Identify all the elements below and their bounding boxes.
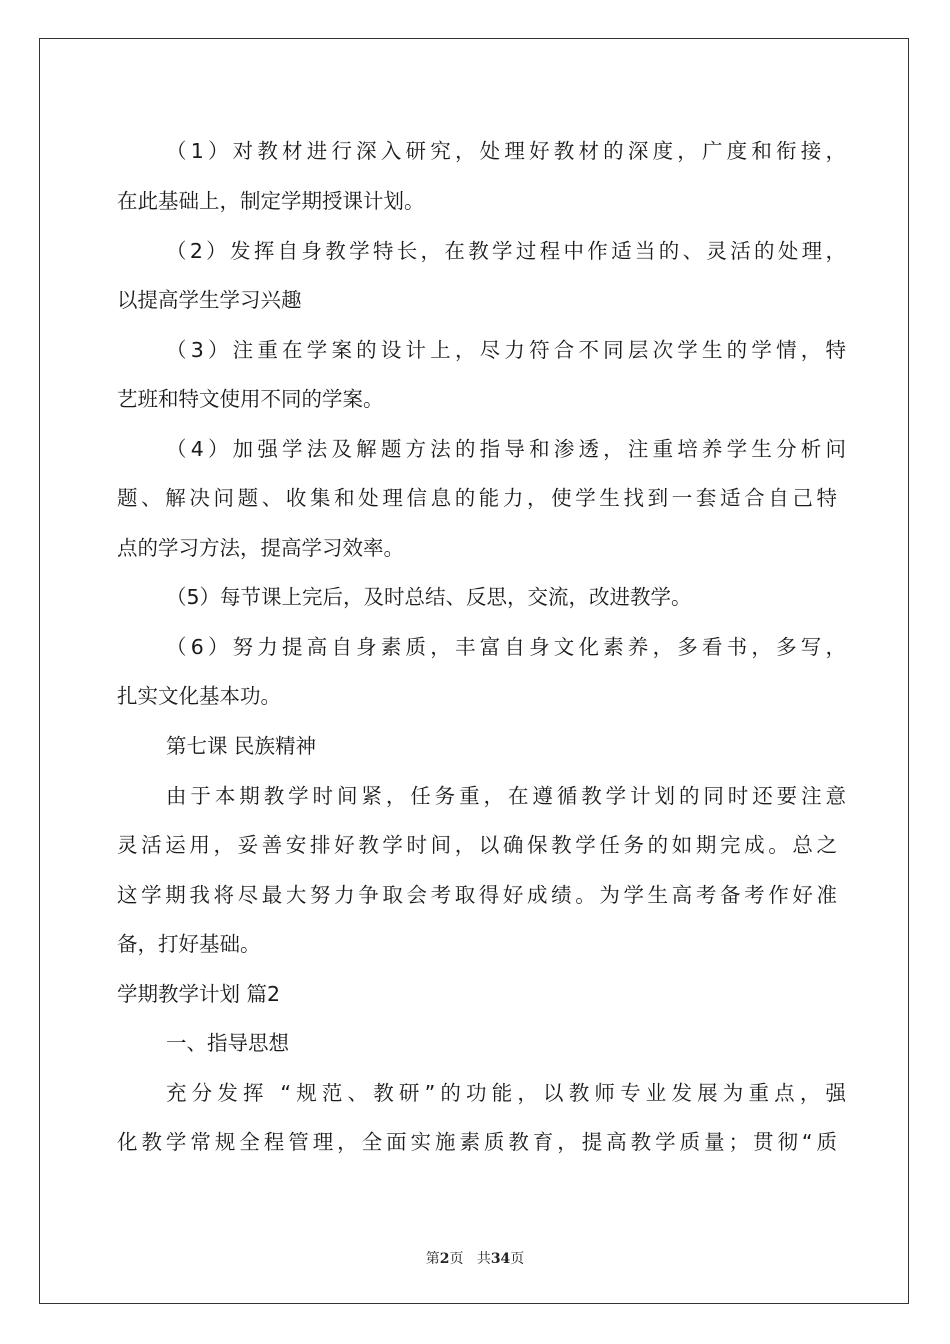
text-line: 这学期我将尽最大努力争取会考取得好成绩。为学生高考备考作好准 xyxy=(117,883,837,907)
total-pages: 34 xyxy=(490,1251,511,1267)
text-line: 扎实文化基本功。 xyxy=(117,684,281,708)
total-suffix: 页 xyxy=(510,1251,525,1267)
text-line: 在此基础上，制定学期授课计划。 xyxy=(117,189,425,213)
page-suffix: 页 xyxy=(449,1251,464,1267)
total-prefix: 共 xyxy=(476,1251,491,1267)
document-title: 学期教学计划 篇2 xyxy=(117,982,281,1006)
text-line: （3）注重在学案的设计上，尽力符合不同层次学生的学情，特 xyxy=(166,338,846,362)
text-line: （4）加强学法及解题方法的指导和渗透，注重培养学生分析问 xyxy=(166,437,846,461)
text-line: 艺班和特文使用不同的学案。 xyxy=(117,387,384,411)
page-footer xyxy=(0,1248,950,1268)
text-line: 点的学习方法，提高学习效率。 xyxy=(117,536,404,560)
text-line: 题、解决问题、收集和处理信息的能力，使学生找到一套适合自己特 xyxy=(117,486,837,510)
text-line: 化教学常规全程管理，全面实施素质教育，提高教学质量；贯彻“质 xyxy=(117,1130,837,1154)
text-line: （6）努力提高自身素质，丰富自身文化素养，多看书，多写， xyxy=(166,635,846,659)
section-heading: 一、指导思想 xyxy=(166,1031,289,1055)
text-line: （5）每节课上完后，及时总结、反思，交流，改进教学。 xyxy=(166,585,692,609)
page-prefix: 第 xyxy=(425,1251,440,1267)
text-line: （2）发挥自身教学特长，在教学过程中作适当的、灵活的处理， xyxy=(166,239,846,263)
text-line: 灵活运用，妥善安排好教学时间，以确保教学任务的如期完成。总之 xyxy=(117,833,837,857)
page-border xyxy=(39,38,909,1304)
text-line: 以提高学生学习兴趣 xyxy=(117,288,302,312)
text-line: 充分发挥 “规范、教研”的功能，以教师专业发展为重点，强 xyxy=(166,1081,846,1105)
page-number: 2 xyxy=(439,1251,450,1267)
text-line: 由于本期教学时间紧，任务重，在遵循教学计划的同时还要注意 xyxy=(166,784,846,808)
text-line: 备，打好基础。 xyxy=(117,932,261,956)
section-heading: 第七课 民族精神 xyxy=(166,734,317,758)
text-line: （1）对教材进行深入研究，处理好教材的深度，广度和衔接， xyxy=(166,139,846,163)
